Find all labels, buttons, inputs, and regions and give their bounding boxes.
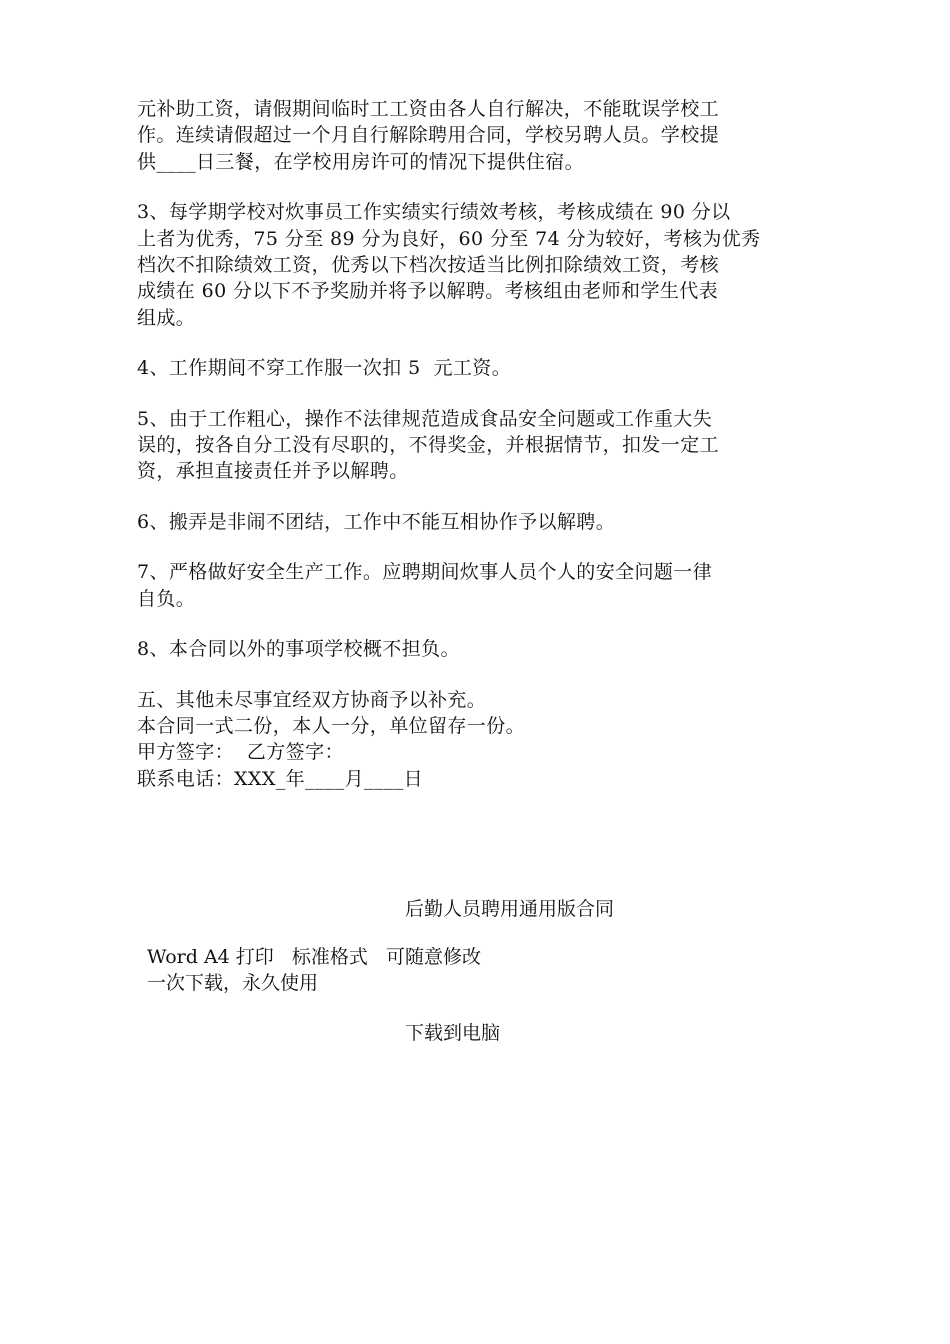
text-line: 资，承担直接责任并予以解聘。 xyxy=(137,460,409,483)
text-line: 作。连续请假超过一个月自行解除聘用合同，学校另聘人员。学校提 xyxy=(137,124,720,147)
contact-date-line: 联系电话：XXX_年____月____日 xyxy=(137,767,424,790)
text-line: 7、严格做好安全生产工作。应聘期间炊事人员个人的安全问题一律 xyxy=(137,561,713,584)
paragraph-clause-8 xyxy=(137,636,817,662)
closing-section xyxy=(137,687,817,793)
paragraph-clause-4 xyxy=(137,355,817,381)
contract-body xyxy=(137,96,817,792)
text-line: 供____日三餐，在学校用房许可的情况下提供住宿。 xyxy=(137,150,585,173)
paragraph-clause-3 xyxy=(137,199,817,331)
text-line: 4、工作期间不穿工作服一次扣 5 元工资。 xyxy=(137,357,512,380)
text-line: 档次不扣除绩效工资，优秀以下档次按适当比例扣除绩效工资，考核 xyxy=(137,254,720,277)
text-line: 成绩在 60 分以下不予奖励并将予以解聘。考核组由老师和学生代表 xyxy=(137,280,719,303)
paragraph-clause-7 xyxy=(137,559,817,612)
text-line: 组成。 xyxy=(137,306,196,329)
download-to-computer-link[interactable]: 下载到电脑 xyxy=(405,1022,501,1044)
text-line: 8、本合同以外的事项学校概不担负。 xyxy=(137,638,460,661)
paragraph-subsidy xyxy=(137,96,817,175)
text-line: 元补助工资，请假期间临时工工资由各人自行解决，不能耽误学校工 xyxy=(137,98,720,120)
feature-line-format: Word A4 打印 标准格式 可随意修改 xyxy=(147,946,482,968)
text-line: 自负。 xyxy=(137,587,196,610)
promo-title: 后勤人员聘用通用版合同 xyxy=(405,898,615,920)
signature-line: 甲方签字： 乙方签字： xyxy=(137,741,344,764)
text-line: 6、搬弄是非闹不团结，工作中不能互相协作予以解聘。 xyxy=(137,510,616,533)
text-line: 误的，按各自分工没有尽职的，不得奖金，并根据情节，扣发一定工 xyxy=(137,434,720,457)
text-line: 5、由于工作粗心，操作不法律规范造成食品安全问题或工作重大失 xyxy=(137,407,713,430)
feature-line-download: 一次下载，永久使用 xyxy=(147,972,319,994)
paragraph-clause-6 xyxy=(137,509,817,535)
text-line: 3、每学期学校对炊事员工作实绩实行绩效考核，考核成绩在 90 分以 xyxy=(137,201,731,224)
clause-five-line: 五、其他未尽事宜经双方协商予以补充。 xyxy=(137,688,487,711)
text-line: 上者为优秀，75 分至 89 分为良好，60 分至 74 分为较好，考核为优秀 xyxy=(137,227,761,250)
paragraph-clause-5 xyxy=(137,406,817,485)
copies-line: 本合同一式二份，本人一分，单位留存一份。 xyxy=(137,714,526,737)
promo-features xyxy=(147,944,481,996)
